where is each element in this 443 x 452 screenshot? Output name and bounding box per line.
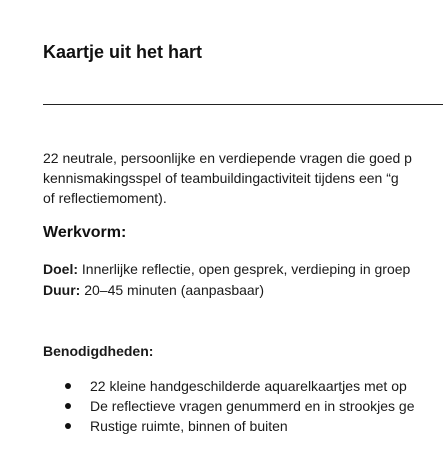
list-item-text: Rustige ruimte, binnen of buiten (90, 418, 288, 434)
list-item (43, 396, 415, 416)
list-item (43, 376, 415, 396)
werkvorm-details (43, 259, 410, 301)
list-item-text: De reflectieve vragen genummerd en in strookjes ge (90, 398, 415, 414)
document-title: Kaartje uit het hart (43, 42, 203, 62)
duur-label: Duur: (43, 282, 81, 298)
doel-line (43, 259, 410, 280)
horizontal-rule (43, 104, 443, 105)
intro-line: kennismakingsspel of teambuildingactiviteit tijdens een “g (43, 170, 399, 186)
duur-line (43, 280, 410, 301)
intro-line: 22 neutrale, persoonlijke en verdiepende vragen die goed p (43, 150, 412, 166)
doel-value: Innerlijke reflectie, open gesprek, verdieping in groep (78, 261, 411, 277)
intro-line: of reflectiemoment). (43, 190, 167, 206)
bullet-icon (65, 403, 71, 409)
doel-label: Doel: (43, 261, 78, 277)
bullet-icon (65, 383, 71, 389)
bullet-icon (65, 423, 71, 429)
benodigdheden-heading: Benodigdheden: (43, 343, 154, 359)
duur-value: 20–45 minuten (aanpasbaar) (80, 282, 265, 298)
benodigdheden-list (43, 376, 415, 436)
list-item-text: 22 kleine handgeschilderde aquarelkaartjes met op (90, 378, 407, 394)
werkvorm-heading: Werkvorm: (43, 224, 127, 241)
intro-paragraph (43, 148, 443, 208)
list-item (43, 416, 415, 436)
